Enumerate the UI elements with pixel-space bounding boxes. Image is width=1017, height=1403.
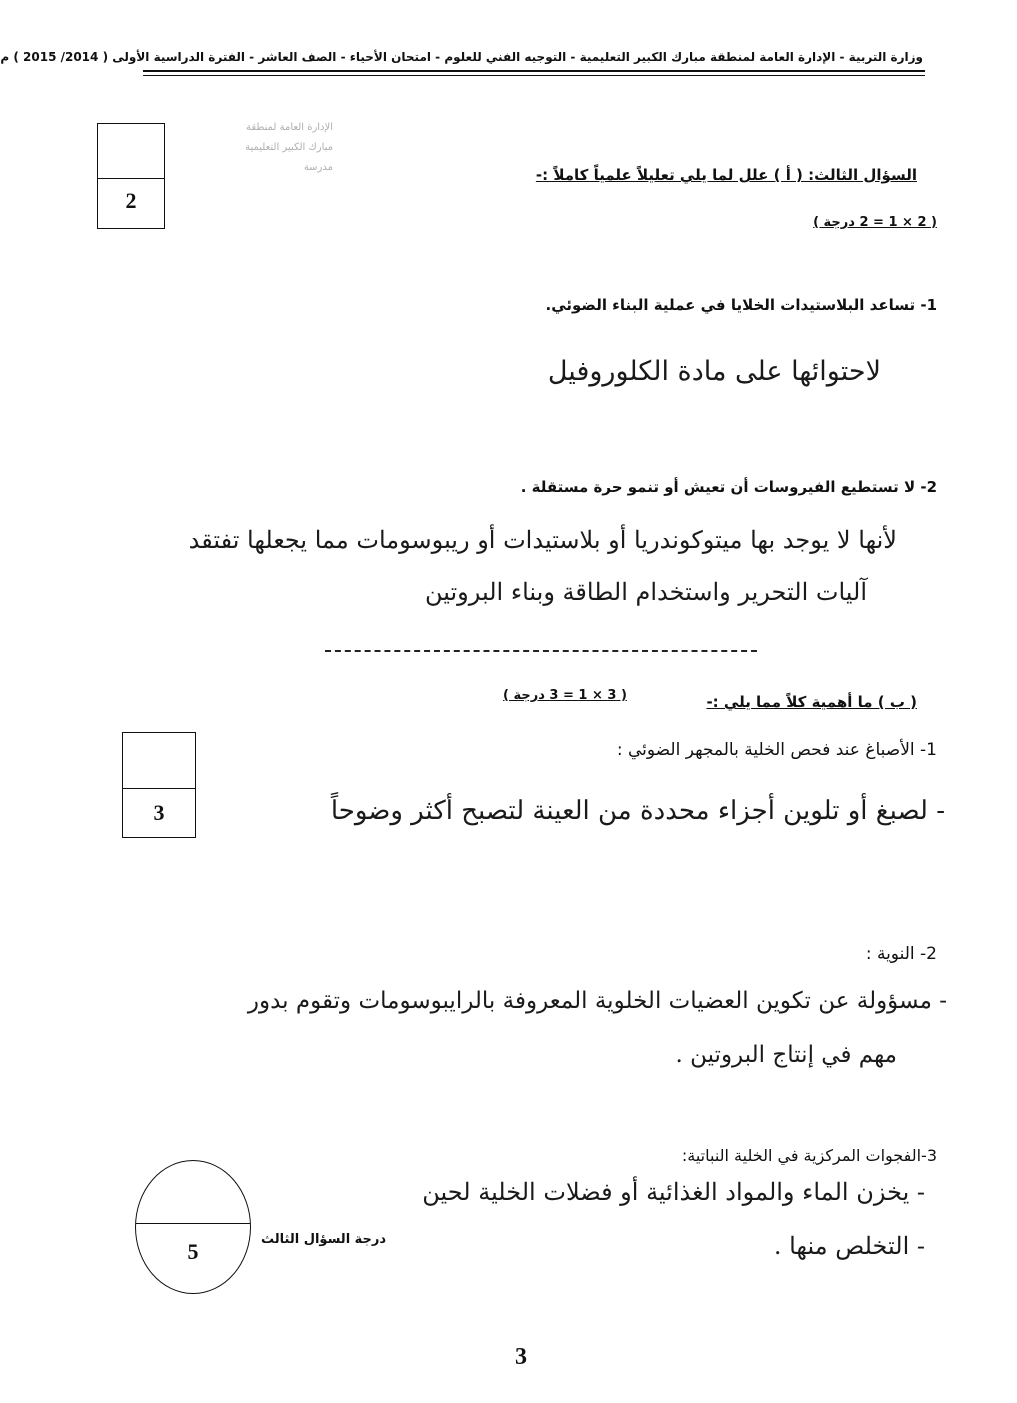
stamp-line: مبارك الكبير التعليمية [245,142,333,153]
score-box-a-value: 2 [125,188,137,213]
section-a-title: السؤال الثالث: ( أ ) علل لما يلي تعليلاً علمياً كاملاً :- [535,166,917,184]
answer-b3-line-1: - يخزن الماء والمواد الغذائية أو فضلات الخلية لحين [422,1178,925,1206]
answer-b2-line-2: مهم في إنتاج البروتين . [675,1042,897,1068]
answer-b2-line-1: - مسؤولة عن تكوين العضيات الخلوية المعروفة بالرايبوسومات وتقوم بدور [247,988,947,1014]
header-divider-thin [143,75,925,76]
exam-header: وزارة التربية - الإدارة العامة لمنطقة مبارك الكبير التعليمية - التوجيه الفني للعلوم - امتحان الأحياء - الصف العاشر - الفترة الدراسية الأولى ( 2014/ 2015 ) م [0,50,923,64]
total-score-value: 5 [187,1239,199,1264]
answer-b3-line-2: - التخلص منها . [773,1232,925,1260]
section-b-marks: ( 3 × 1 = 3 درجة ) [503,688,627,703]
answer-b1-line-1: - لصبغ أو تلوين أجزاء محددة من العينة لتصبح أكثر وضوحاً [330,796,945,826]
answer-a1-line-1: لاحتوائها على مادة الكلوروفيل [547,356,881,387]
question-a1: 1- تساعد البلاستيدات الخلايا في عملية البناء الضوئي. [545,296,937,314]
question-a2: 2- لا تستطيع الفيروسات أن تعيش أو تنمو حرة مستقلة . [520,478,937,496]
score-box-divider [123,788,195,789]
section-separator [325,650,757,652]
total-score-divider [136,1223,250,1224]
question-b1: 1- الأصباغ عند فحص الخلية بالمجهر الضوئي : [616,740,937,760]
score-box-b-value: 3 [153,800,165,825]
question-b3: 3-الفجوات المركزية في الخلية النباتية: [681,1146,937,1165]
school-stamp [173,118,333,178]
score-box-b [122,732,196,838]
total-score-circle [135,1160,251,1294]
score-box-a [97,123,165,229]
section-b-title: ( ب ) ما أهمية كلاً مما يلي :- [706,693,917,711]
page-number: 3 [515,1344,527,1370]
total-score-label: درجة السؤال الثالث [261,1232,387,1247]
answer-a2-line-1: لأنها لا يوجد بها ميتوكوندريا أو بلاستيدات أو ريبوسومات مما يجعلها تفتقد [188,526,897,554]
score-box-divider [98,178,164,179]
answer-a2-line-2: آليات التحرير واستخدام الطاقة وبناء البروتين [424,578,867,606]
section-a-marks: ( 2 × 1 = 2 درجة ) [813,215,937,230]
stamp-line: مدرسة [303,162,333,173]
question-b2: 2- النوية : [865,944,937,964]
stamp-line: الإدارة العامة لمنطقة [245,122,333,133]
header-divider [143,70,925,72]
